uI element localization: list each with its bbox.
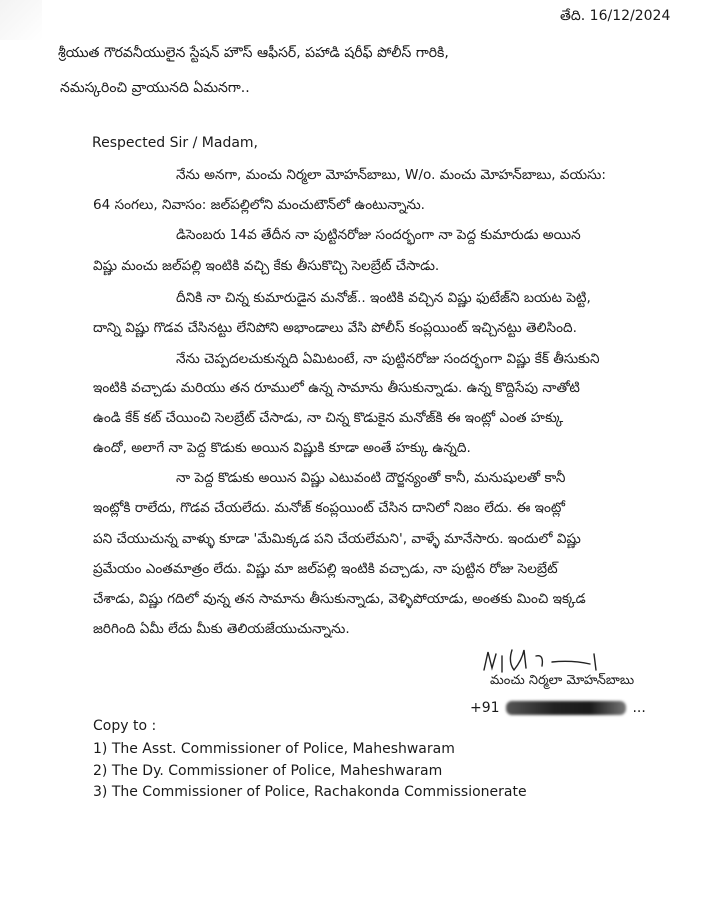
body-line: ఉందో, అలాగే నా పెద్ద కొడుకు అయిన విష్ణుకి కూడా అంతే హక్కు ఉన్నది. xyxy=(93,440,471,456)
body-line: విష్ణు మంచు జల్‌పల్లి ఇంటికి వచ్చి కేకు తీసుకొచ్చి సెలబ్రేట్ చేసాడు. xyxy=(93,258,440,274)
salutation: Respected Sir / Madam, xyxy=(92,135,259,151)
body-line: ఇంట్లోకి రాలేదు, గొడవ చేయలేదు. మనోజ్ కంప్లయింట్ చేసిన దానిలో నిజం లేదు. ఈ ఇంట్లో xyxy=(93,500,566,516)
copy-to-heading: Copy to : xyxy=(93,718,157,734)
body-line: ఇంటికి వచ్చాడు మరియు తన రూములో ఉన్న సామాను తీసుకున్నాడు. ఉన్న కొద్దిసేపు నాతోటి xyxy=(93,380,580,396)
body-line: చేశాడు, విష్ణు గదిలో వున్న తన సామాను తీసుకున్నాడు, వెళ్ళిపోయాడు, అంతకు మించి ఇక్కడ xyxy=(93,591,586,607)
letter-date: తేది. 16/12/2024 xyxy=(560,8,671,24)
copy-to-item: 2) The Dy. Commissioner of Police, Maheshwaram xyxy=(93,763,443,779)
address-line-2: నమస్కరించి వ్రాయునది ఏమనగా.. xyxy=(60,80,250,96)
body-line: దీనికి నా చిన్న కుమారుడైన మనోజ్.. ఇంటికి వచ్చిన విష్ణు ఫుటేజ్‌ని బయట పెట్టి, xyxy=(176,290,591,306)
copy-to-item: 1) The Asst. Commissioner of Police, Maheshwaram xyxy=(93,741,455,757)
body-line: నేను అనగా, మంచు నిర్మలా మోహన్‌బాబు, W/o. మంచు మోహన్‌బాబు, వయసు: xyxy=(176,167,606,183)
phone-number xyxy=(470,700,646,716)
phone-prefix: +91 xyxy=(470,700,500,716)
body-line: డిసెంబరు 14వ తేదీన నా పుట్టినరోజు సందర్భంగా నా పెద్ద కుమారుడు అయిన xyxy=(176,227,581,243)
body-line: నేను చెప్పదలచుకున్నది ఏమిటంటే, నా పుట్టినరోజు సందర్భంగా విష్ణు కేక్ తీసుకుని xyxy=(176,351,600,367)
body-line: నా పెద్ద కొడుకు అయిన విష్ణు ఎటువంటి దౌర్జన్యంతో కానీ, మనుషులతో కానీ xyxy=(176,470,566,486)
body-line: పని చేయుచున్న వాళ్ళు కూడా 'మేమిక్కడ పని చేయలేమని', వాళ్ళే మానేసారు. ఇందులో విష్ణు xyxy=(93,531,581,547)
copy-to-item: 3) The Commissioner of Police, Rachakonda Commissionerate xyxy=(93,784,527,800)
body-line: దాన్ని విష్ణు గొడవ చేసినట్టు లేనిపోని అభాండాలు వేసి పోలీస్ కంప్లయింట్ ఇచ్చినట్టు తెలిసింది. xyxy=(93,320,577,336)
handwritten-signature xyxy=(478,646,618,676)
redaction-mark xyxy=(506,701,626,715)
phone-suffix: ... xyxy=(632,700,646,716)
body-line: జరిగింది ఏమీ లేదు మీకు తెలియజేయుచున్నాను. xyxy=(93,621,350,637)
signature-name: మంచు నిర్మలా మోహన్‌బాబు xyxy=(490,673,635,688)
body-line: ఉండి కేక్ కట్ చేయించి సెలబ్రేట్ చేసాడు, నా చిన్న కొడుకైన మనోజ్‌కి ఈ ఇంట్లో ఎంత హక్కు xyxy=(93,410,564,426)
address-line-1: శ్రీయుత గౌరవనీయులైన స్టేషన్ హౌస్ ఆఫీసర్, పహాడి షరీఫ్ పోలీస్ గారికి, xyxy=(58,45,449,61)
body-line: 64 సంగలు, నివాసం: జల్‌పల్లిలోని మంచుటౌన్‌లో ఉంటున్నాను. xyxy=(93,197,425,213)
body-line: ప్రమేయం ఎంతమాత్రం లేదు. విష్ణు మా జల్‌పల్లి ఇంటికి వచ్చాడు, నా పుట్టిన రోజు సెలబ్రేట్ xyxy=(93,561,558,577)
page-corner-shadow xyxy=(0,0,42,40)
